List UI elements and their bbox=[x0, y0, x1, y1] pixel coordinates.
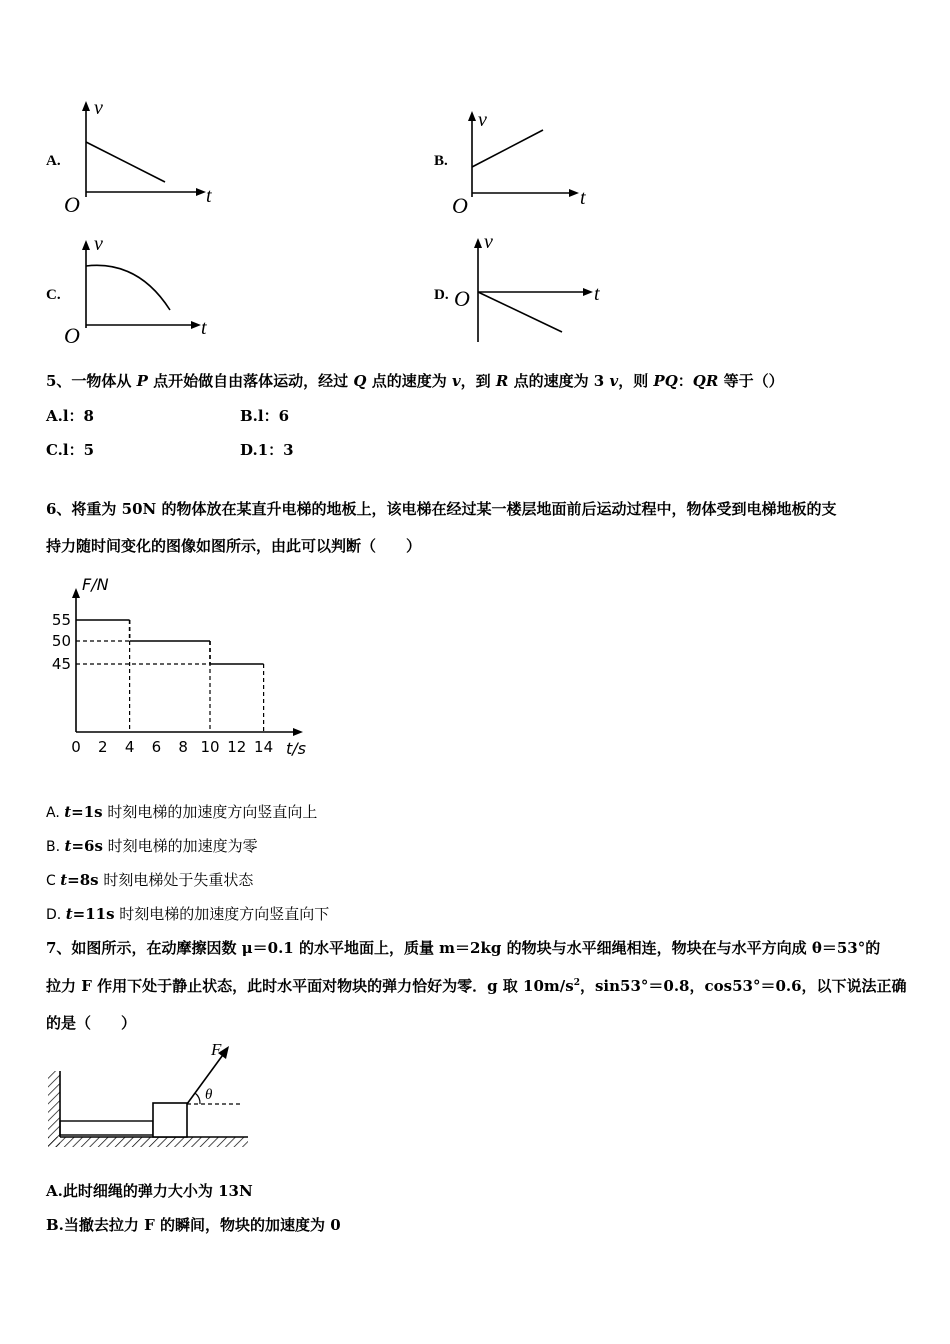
q6-force-time-chart bbox=[40, 570, 330, 770]
chart-xlabel: t/s bbox=[286, 739, 306, 758]
q7-stem-line1: 7、如图所示，在动摩擦因数 μ＝0.1 的水平地面上，质量 m＝2kg 的物块与水平细绳相连，物块在与水平方向成 θ＝53°的 bbox=[46, 939, 881, 957]
q6-option-c[interactable]: C t=8s 时刻电梯处于失重状态 bbox=[46, 871, 254, 889]
x-tick-label: 8 bbox=[178, 738, 188, 756]
q5-option-b[interactable]: B.l：6 bbox=[240, 407, 290, 425]
x-tick-label: 0 bbox=[71, 738, 81, 756]
q7-block-diagram bbox=[40, 1035, 260, 1155]
x-tick-label: 14 bbox=[254, 738, 274, 756]
graph-d-v: v bbox=[484, 231, 493, 253]
x-tick-label: 6 bbox=[151, 738, 162, 756]
graph-d-t: t bbox=[594, 283, 600, 305]
q5-option-c[interactable]: C.l：5 bbox=[46, 441, 95, 459]
angle-arc bbox=[195, 1093, 200, 1104]
y-tick-label: 45 bbox=[51, 655, 71, 673]
y-tick-label: 50 bbox=[51, 632, 71, 650]
q5-option-a[interactable]: A.l：8 bbox=[46, 407, 94, 425]
x-tick-label: 2 bbox=[98, 738, 108, 756]
q6-option-b[interactable]: B. t=6s 时刻电梯的加速度为零 bbox=[46, 837, 258, 855]
chart-ylabel: F/N bbox=[82, 575, 109, 594]
x-tick-label: 10 bbox=[200, 738, 220, 756]
q6-option-d[interactable]: D. t=11s 时刻电梯的加速度方向竖直向下 bbox=[46, 905, 330, 923]
chart-axes bbox=[72, 588, 303, 736]
graph-d-svg bbox=[450, 228, 620, 348]
y-tick-label: 55 bbox=[51, 611, 71, 629]
graph-d-o: O bbox=[454, 286, 470, 311]
wall-hatch bbox=[48, 1071, 60, 1147]
graph-c-t: t bbox=[201, 317, 207, 339]
q7-option-b[interactable]: B.当撤去拉力 F 的瞬间，物块的加速度为 0 bbox=[46, 1216, 341, 1234]
option-a-label: A. bbox=[46, 153, 61, 169]
graph-b-o: O bbox=[452, 193, 468, 218]
chart-dynamic bbox=[52, 611, 273, 756]
graph-a-svg bbox=[58, 95, 228, 220]
q7-option-a[interactable]: A.此时细绳的弹力大小为 13N bbox=[46, 1182, 253, 1200]
graph-c-o: O bbox=[64, 323, 80, 348]
graph-c-svg bbox=[58, 230, 228, 350]
option-d-label: D. bbox=[434, 287, 449, 303]
q5-stem: 5、一物体从 P 点开始做自由落体运动，经过 Q 点的速度为 v，到 R 点的速度为 3 v，则 PQ：QR 等于（） bbox=[46, 372, 784, 390]
q6-option-a[interactable]: A. t=1s 时刻电梯的加速度方向竖直向上 bbox=[46, 803, 318, 821]
theta-label: θ bbox=[205, 1087, 213, 1103]
graph-c-v: v bbox=[94, 233, 103, 255]
graph-b-v: v bbox=[478, 109, 487, 131]
graph-a-o: O bbox=[64, 192, 80, 217]
block bbox=[153, 1103, 187, 1137]
q7-stem-line2: 拉力 F 作用下处于静止状态，此时水平面对物块的弹力恰好为零．g 取 $10m/s^2$，sin53°＝0.8，cos53°＝0.6，以下说法正确 bbox=[46, 977, 907, 995]
x-tick-label: 4 bbox=[124, 738, 135, 756]
q5-option-d[interactable]: D.1：3 bbox=[240, 441, 294, 459]
force-label: F bbox=[211, 1040, 222, 1059]
ground-hatch bbox=[48, 1137, 248, 1147]
q6-stem-line2: 持力随时间变化的图像如图所示，由此可以判断（ ） bbox=[46, 537, 422, 555]
option-c-label: C. bbox=[46, 287, 61, 303]
graph-b-t: t bbox=[580, 187, 586, 209]
q6-stem-line1: 6、将重为 50N 的物体放在某直升电梯的地板上，该电梯在经过某一楼层地面前后运动过程中，物体受到电梯地板的支 bbox=[46, 500, 837, 518]
option-b-label: B. bbox=[434, 153, 448, 169]
x-tick-label: 12 bbox=[227, 738, 247, 756]
graph-b-svg bbox=[446, 105, 606, 220]
rope bbox=[60, 1121, 153, 1135]
graph-a-t: t bbox=[206, 185, 212, 207]
graph-a-v: v bbox=[94, 97, 103, 119]
q7-stem-line3: 的是（ ） bbox=[46, 1014, 137, 1032]
